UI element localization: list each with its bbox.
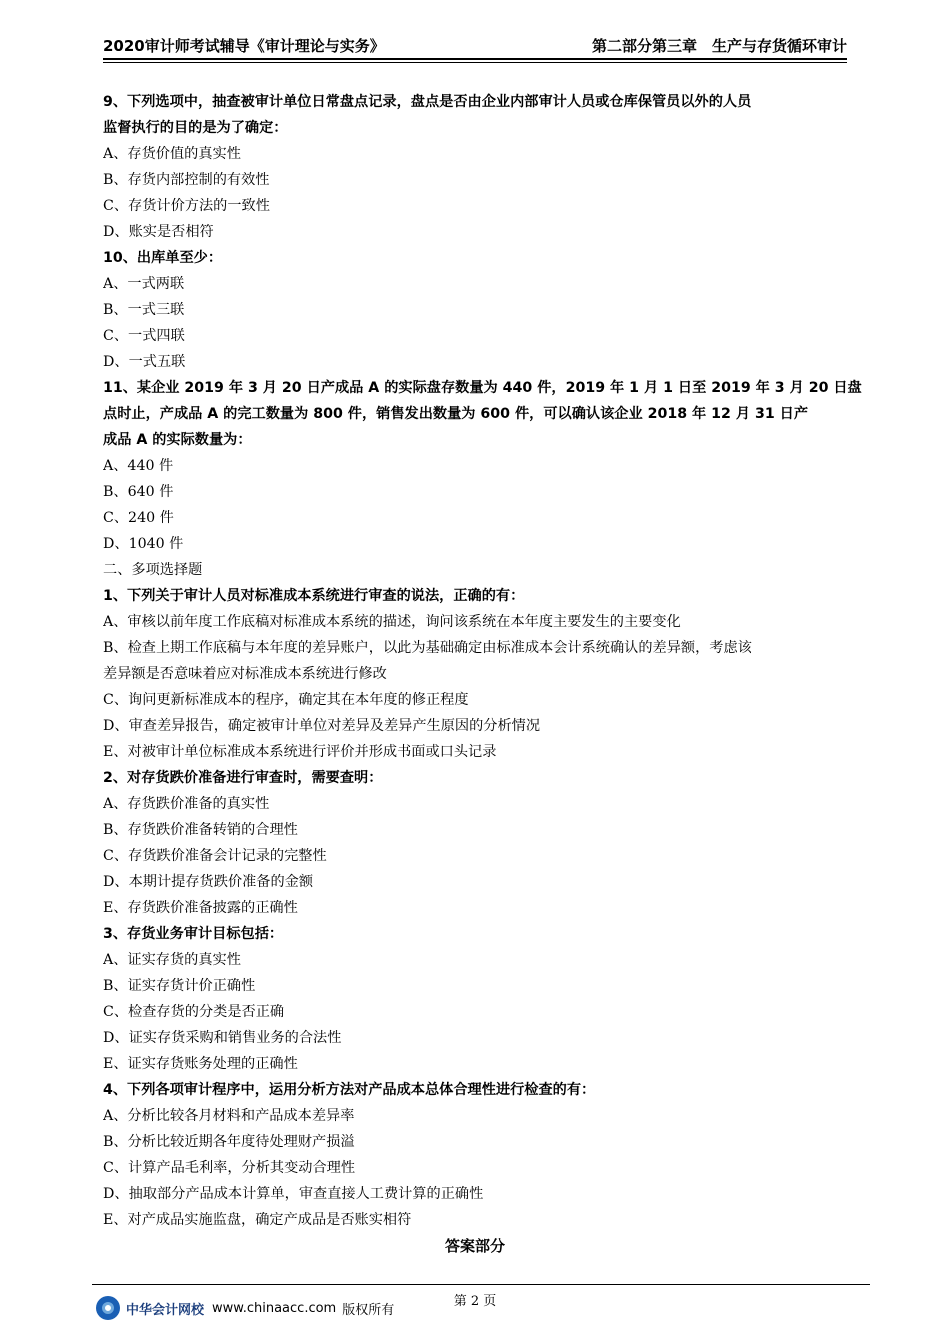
option: E、存货跌价准备披露的正确性 xyxy=(103,900,298,916)
section-title: 二、多项选择题 xyxy=(103,562,203,578)
question-10 xyxy=(103,245,847,375)
option: D、证实存货采购和销售业务的合法性 xyxy=(103,1030,342,1046)
option: C、存货计价方法的一致性 xyxy=(103,198,270,214)
brand-name: 中华会计网校 xyxy=(126,1302,205,1318)
option: D、抽取部分产品成本计算单，审查直接人工费计算的正确性 xyxy=(103,1186,484,1202)
question-stem: 10、出库单至少： xyxy=(103,250,223,266)
answer-heading: 答案部分 xyxy=(444,1237,505,1255)
option: B、分析比较近期各年度待处理财产损溢 xyxy=(103,1134,355,1150)
option: A、一式两联 xyxy=(103,276,185,292)
multi-question-3 xyxy=(103,921,847,1077)
header-title-left: 2020审计师考试辅导《审计理论与实务》 xyxy=(103,37,385,55)
question-stem: 4、下列各项审计程序中，运用分析方法对产品成本总体合理性进行检查的有： xyxy=(103,1082,596,1098)
multi-question-2 xyxy=(103,765,847,921)
option: 差异额是否意味着应对标准成本系统进行修改 xyxy=(103,666,387,682)
page-number: 第 2 页 xyxy=(453,1294,497,1309)
option: B、证实存货计价正确性 xyxy=(103,978,256,994)
page-header xyxy=(103,30,847,56)
question-stem: 3、存货业务审计目标包括： xyxy=(103,926,284,942)
option: A、存货跌价准备的真实性 xyxy=(103,796,270,812)
option: B、640 件 xyxy=(103,484,174,500)
question-stem: 2、对存货跌价准备进行审查时，需要查明： xyxy=(103,770,383,786)
question-11 xyxy=(103,375,862,557)
option: C、240 件 xyxy=(103,510,174,526)
option: D、审查差异报告，确定被审计单位对差异及差异产生原因的分析情况 xyxy=(103,718,541,734)
option: A、证实存货的真实性 xyxy=(103,952,241,968)
option: C、计算产品毛利率，分析其变动合理性 xyxy=(103,1160,356,1176)
option: D、本期计提存货跌价准备的金额 xyxy=(103,874,314,890)
chinaacc-logo-icon xyxy=(96,1296,120,1320)
option: E、对被审计单位标准成本系统进行评价并形成书面或口头记录 xyxy=(103,744,497,760)
header-title-right: 第二部分第三章 生产与存货循环审计 xyxy=(591,37,847,55)
option: E、对产成品实施监盘，确定产成品是否账实相符 xyxy=(103,1212,412,1228)
multi-question-4 xyxy=(103,1077,847,1233)
footer-rule xyxy=(92,1284,870,1285)
option: B、存货跌价准备转销的合理性 xyxy=(103,822,298,838)
option: C、一式四联 xyxy=(103,328,185,344)
multi-question-1 xyxy=(103,583,847,765)
question-stem: 9、下列选项中，抽查被审计单位日常盘点记录，盘点是否由企业内部审计人员或仓库保管员以外的人员 监督执行的目的是为了确定： xyxy=(103,94,752,136)
option: E、证实存货账务处理的正确性 xyxy=(103,1056,298,1072)
question-stem: 11、某企业 2019 年 3 月 20 日产成品 A 的实际盘存数量为 440 件，2019 年 1 月 1 日至 2019 年 3 月 20 日盘 点时止，产成品 A 的完工数量为 800 件，销售发出数量为 600 件，可以确认该企业 2018 年 12 月 31 日产 成品 A 的实际数量为： xyxy=(103,380,862,448)
footer-brand xyxy=(96,1296,394,1320)
option: D、一式五联 xyxy=(103,354,186,370)
option: A、分析比较各月材料和产品成本差异率 xyxy=(103,1108,355,1124)
option: A、440 件 xyxy=(103,458,174,474)
option: D、1040 件 xyxy=(103,536,184,552)
option: A、存货价值的真实性 xyxy=(103,146,241,162)
header-rule-thin xyxy=(103,62,847,63)
option: C、询问更新标准成本的程序，确定其在本年度的修正程度 xyxy=(103,692,469,708)
question-stem: 1、下列关于审计人员对标准成本系统进行审查的说法，正确的有： xyxy=(103,588,525,604)
copyright-text: 版权所有 xyxy=(342,1302,395,1318)
option: B、检查上期工作底稿与本年度的差异账户，以此为基础确定由标准成本会计系统确认的差异额，考虑该 xyxy=(103,640,752,656)
document-body xyxy=(103,89,862,1259)
option: D、账实是否相符 xyxy=(103,224,214,240)
brand-url[interactable]: www.chinaacc.com xyxy=(212,1300,337,1316)
option: C、存货跌价准备会计记录的完整性 xyxy=(103,848,327,864)
option: C、检查存货的分类是否正确 xyxy=(103,1004,285,1020)
option: B、存货内部控制的有效性 xyxy=(103,172,270,188)
question-9 xyxy=(103,89,847,245)
header-rule xyxy=(103,58,847,60)
option: A、审核以前年度工作底稿对标准成本系统的描述，询问该系统在本年度主要发生的主要变化 xyxy=(103,614,681,630)
option: B、一式三联 xyxy=(103,302,185,318)
